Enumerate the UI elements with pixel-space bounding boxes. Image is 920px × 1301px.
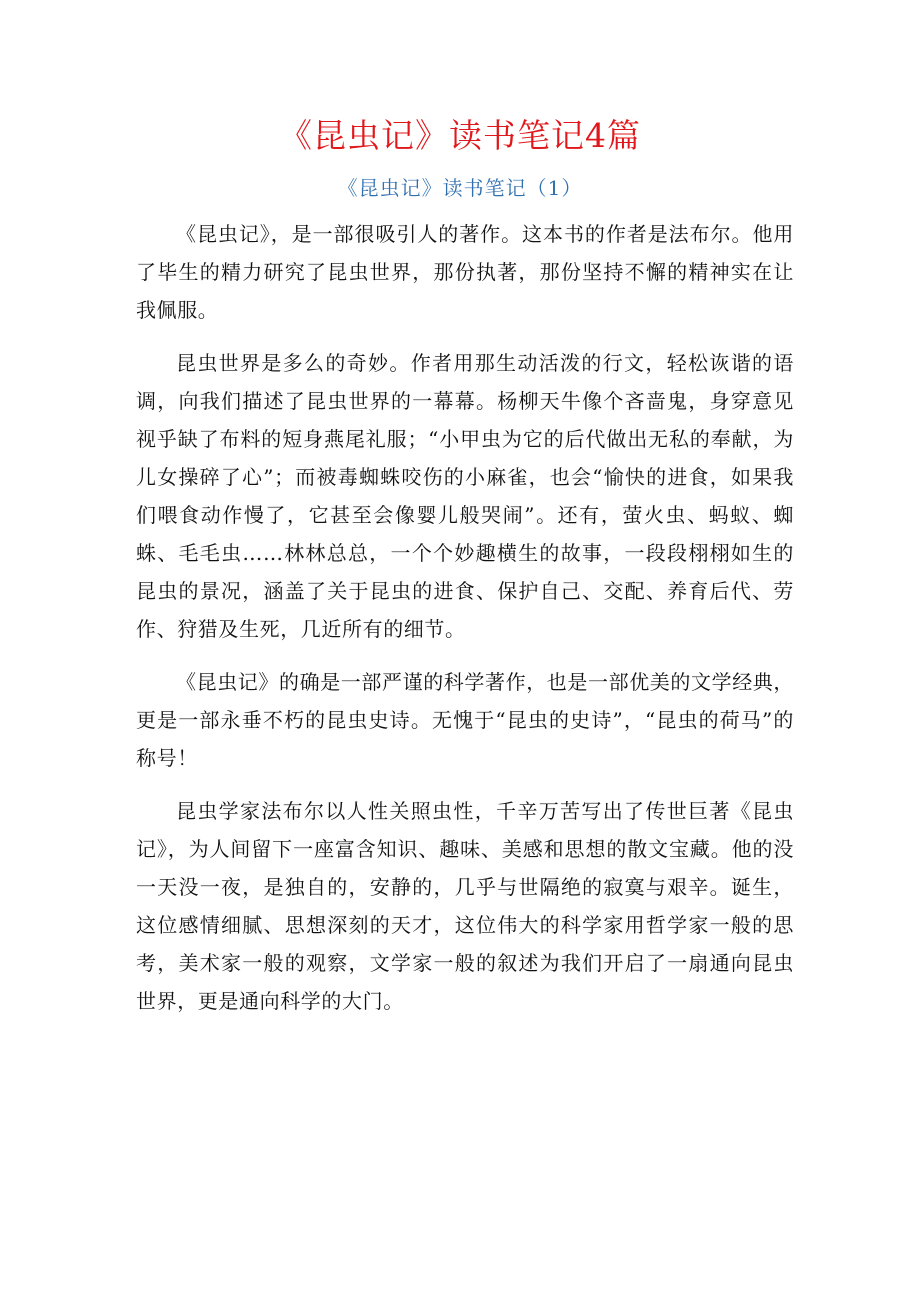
document-title: 《昆虫记》读书笔记4篇 <box>279 116 641 155</box>
body-paragraph: 《昆虫记》的确是一部严谨的科学著作，也是一部优美的文学经典，更是一部永垂不朽的昆虫史诗。无愧于“昆虫的史诗”，“昆虫的荷马”的称号！ <box>136 670 794 770</box>
body-paragraph: 昆虫学家法布尔以人性关照虫性，千辛万苦写出了传世巨著《昆虫记》，为人间留下一座富含知识、趣味、美感和思想的散文宝藏。他的没一天没一夜，是独自的，安静的，几乎与世隔绝的寂寞与艰辛。诞生，这位感情细腻、思想深刻的天才，这位伟大的科学家用哲学家一般的思考，美术家一般的观察，文学家一般的叙述为我们开启了一扇通向昆虫世界，更是通向科学的大门。 <box>136 799 794 1013</box>
document-body <box>136 215 794 1035</box>
body-paragraph: 昆虫世界是多么的奇妙。作者用那生动活泼的行文，轻松诙谐的语调，向我们描述了昆虫世界的一幕幕。杨柳天牛像个吝啬鬼，身穿意见视乎缺了布料的短身燕尾礼服；“小甲虫为它的后代做出无私的奉献，为儿女操碎了心”；而被毒蜘蛛咬伤的小麻雀，也会“愉快的进食，如果我们喂食动作慢了，它甚至会像婴儿般哭闹”。还有，萤火虫、蚂蚁、蜘蛛、毛毛虫……林林总总，一个个妙趣横生的故事，一段段栩栩如生的昆虫的景况，涵盖了关于昆虫的进食、保护自己、交配、养育后代、劳作、狩猎及生死，几近所有的细节。 <box>136 351 794 641</box>
body-paragraph: 《昆虫记》，是一部很吸引人的著作。这本书的作者是法布尔。他用了毕生的精力研究了昆虫世界，那份执著，那份坚持不懈的精神实在让我佩服。 <box>136 222 794 322</box>
section-subtitle: 《昆虫记》读书笔记（1） <box>337 176 583 200</box>
